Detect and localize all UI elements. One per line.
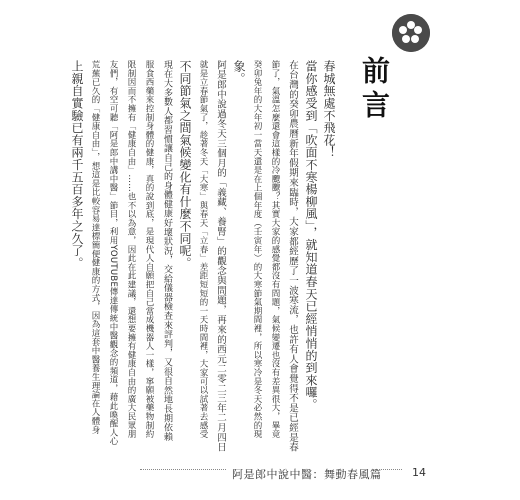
text-column: 節了，氣溫怎麼還會這樣的冷颼颼？其實大家的感覺都沒有問題，氣候變遷也沒有差異很大，畢竟 — [270, 60, 280, 439]
text-column: 春城無處不飛花！ — [322, 60, 336, 159]
flower-decoration-icon — [392, 14, 430, 52]
page-title: 前言 — [358, 56, 391, 124]
footer-divider — [140, 469, 226, 470]
page-number: 14 — [412, 466, 426, 479]
text-column: 友們，有空可聽「阿是郎中講中醫」節目，利用YOUTUBE傳達傳統中醫觀念的頻道，藉此喚醒人心 — [108, 60, 118, 446]
text-column: 上親自實驗已有兩千五百多年之久了。 — [70, 60, 84, 270]
text-column: 現在大多數人都習慣讓自己的身體健康好壞狀況，交給儀器檢查來評判，又很自然地長期依賴 — [162, 60, 172, 442]
text-column: 限制因而不擁有「健康自由」……也不以為意，因此在此建議，還想要擁有健康自由的廣大民眾朋 — [126, 60, 136, 439]
footer-divider — [372, 469, 402, 470]
text-column: 當你感受到「吹面不寒楊柳風」，就知道春天已經悄悄的到來囉。 — [304, 60, 318, 411]
text-column: 就是立春節氣了，趁著冬天「大寒」與春天「立春」差距短短的一天時間裡，大家可以試著去感受 — [198, 60, 208, 439]
text-column: 在台灣的癸卯農曆新年假期來臨時，大家都經歷了一波寒流，也許有人會覺得不是已經是春 — [287, 60, 298, 452]
text-column: 荒蕪已久的「健康自由」，想這是比較容易達標簡便健康的方式，因為這套中醫養生理論在人體身 — [90, 60, 100, 435]
footer-book-title: 阿是郎中說中醫：舞動春風篇 — [232, 468, 382, 481]
text-column: 象。 — [232, 60, 246, 85]
text-column: 阿是郎中說過冬天三個月的「義藏、養腎」的觀念與問題，再來的西元二零二三年二月四日 — [215, 60, 226, 452]
text-column: 服食西藥來控制身體的健康，真的說到底，是現代人自願把自己當成機器人一樣，寧願被藥物制約 — [144, 60, 154, 439]
text-column: 不同節氣之間氣候變化有什麼不同呢。 — [178, 60, 192, 270]
text-column: 癸卯兔年的大年初一當天還是在上個年度（壬寅年）的大寒節氣期間裡，所以寒冷是冬天必然的現 — [252, 60, 262, 439]
